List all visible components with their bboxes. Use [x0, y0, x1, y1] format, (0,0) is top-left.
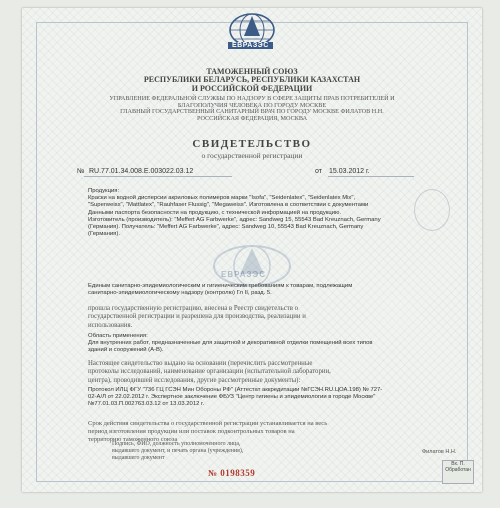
validity-line: территорию таможенного союза: [88, 435, 178, 443]
union-line: И РОССИЙСКОЙ ФЕДЕРАЦИИ: [191, 83, 313, 93]
document-subtitle: о государственной регистрации: [201, 151, 303, 160]
signer-name: Филатов Н.Н.: [422, 449, 457, 455]
processing-label: [442, 460, 474, 484]
logo-wordmark: ЕВРАЗЭС: [228, 42, 273, 49]
basis-documents: [88, 387, 428, 409]
statement-line: использования.: [88, 321, 133, 329]
compliance-section: [88, 283, 418, 297]
basis-doc-line: 02-А/Л от 22.02.2012 г. Экспертное заключение ФБУЗ "Центр гигиены и эпидемиологии в городе Москве": [88, 394, 376, 401]
certificate-number: RU.77.01.34.008.Е.003022.03.12: [89, 168, 194, 175]
authority-line: УПРАВЛЕНИЕ ФЕДЕРАЛЬНОЙ СЛУЖБЫ ПО НАДЗОРУ В СФЕРЕ ЗАЩИТЫ ПРАВ ПОТРЕБИТЕЛЕЙ И: [109, 95, 395, 102]
certificate-page: [22, 8, 482, 492]
processing-line: Обработан: [445, 467, 471, 473]
product-line: Краски на водной дисперсии акриловых полимеров марки "Isofa", "Seidenlatex", "Seidenlatex Mix",: [88, 195, 356, 202]
usage-line: Область применения:: [88, 333, 148, 339]
authority-line: РОССИЙСКАЯ ФЕДЕРАЦИЯ, МОСКВА: [196, 114, 308, 122]
authority-heading: [52, 96, 452, 122]
union-line: ТАМОЖЕННЫЙ СОЮЗ: [206, 67, 298, 76]
signature-caption: [112, 441, 372, 463]
usage-line: Для внутренних работ, предназначенные для защитной и декоративной отделки помещений всех типов: [88, 340, 373, 347]
union-line: РЕСПУБЛИКИ БЕЛАРУСЬ, РЕСПУБЛИКИ КАЗАХСТАН: [143, 75, 361, 85]
product-line: "Superweiss", "Mattlatex", "Rauhfaser Flussig", "Megaweiss". Изготовлена в соответствии с документами: [88, 202, 369, 209]
usage-line: зданий и сооружений (А-В).: [88, 347, 164, 354]
product-line: Изготовитель (производитель): "Meffert AG Farbwerke", адрес: Sandweg 15, 55543 Bad Kreuznach, Germany: [88, 216, 381, 223]
authority-line: ГЛАВНЫЙ ГОСУДАРСТВЕННЫЙ САНИТАРНЫЙ ВРАЧ ПО ГОРОДУ МОСКВЕ ФИЛАТОВ Н.Н.: [120, 108, 384, 115]
basis-line: центра), проводившей исследования, другие рассмотренные документы):: [88, 376, 301, 384]
compliance-line: санитарно-эпидемиологическому надзору (контролю) Гл II, разд. 5.: [88, 290, 272, 297]
product-line: (Германия). Получатель: "Meffert AG Farbwerke", адрес: Sandweg 10, 55543 Bad Kreuznach, Germany: [88, 224, 364, 231]
number-underline: [84, 176, 232, 177]
basis-doc-line: Протокол ИЛЦ ФГУ "736 ГЦ ГСЭН Мин Обороны РФ" (Аттестат аккредитации №ГСЭН.RU.ЦОА.198) № 727-: [88, 387, 383, 393]
basis-doc-line: №77.01.03.П.002763.03.12 от 13.03.2012 г.: [88, 401, 205, 408]
signature-line: выдавшего документ, и печать органа (учреждения),: [112, 448, 244, 455]
document-title: СВИДЕТЕЛЬСТВО: [192, 138, 312, 150]
processing-line: Вх. П.: [451, 461, 465, 467]
date-prefix: от: [315, 168, 322, 175]
customs-union-heading: [52, 68, 452, 93]
signature-line: Подпись, ФИО, должность уполномоченного лица,: [112, 441, 241, 447]
product-section: [88, 188, 418, 238]
authority-line: БЛАГОПОЛУЧИЯ ЧЕЛОВЕКА ПО ГОРОДУ МОСКВЕ: [177, 101, 327, 109]
basis-section: [88, 360, 428, 385]
signature-line: выдавшего документ: [112, 455, 165, 462]
basis-line: протоколы исследований, наименование организации (испытательной лаборатории,: [88, 368, 331, 376]
statement-line: прошла государственную регистрацию, внесена в Реестр свидетельств о: [88, 305, 299, 312]
date-underline: [328, 176, 414, 177]
watermark-text: ЕВРАЗЭС: [221, 270, 267, 279]
stamp-mark: [414, 189, 450, 231]
basis-line: Настоящее свидетельство выдано на основании (перечислить рассмотренные: [88, 360, 313, 367]
registration-statement: [88, 305, 428, 330]
serial-number: № 0198359: [208, 468, 256, 478]
product-line: Данными паспорта безопасности на продукцию, с технической информацией на продукцию.: [88, 209, 342, 216]
statement-line: государственной регистрации и разрешена для производства, реализации и: [88, 313, 306, 321]
certificate-date: 15.03.2012 г.: [329, 168, 370, 175]
product-label: Продукция:: [88, 188, 120, 194]
validity-line: Срок действия свидетельства о государственной регистрации устанавливается на весь: [88, 420, 328, 427]
product-line: (Германия).: [88, 231, 120, 238]
compliance-line: Единым санитарно-эпидемиологическим и гигиеническим требованиям к товарам, подлежащим: [88, 283, 353, 289]
usage-section: [88, 333, 418, 355]
number-prefix: №: [77, 168, 85, 175]
validity-line: период изготовления продукции или поставок подконтрольных товаров на: [88, 427, 295, 435]
